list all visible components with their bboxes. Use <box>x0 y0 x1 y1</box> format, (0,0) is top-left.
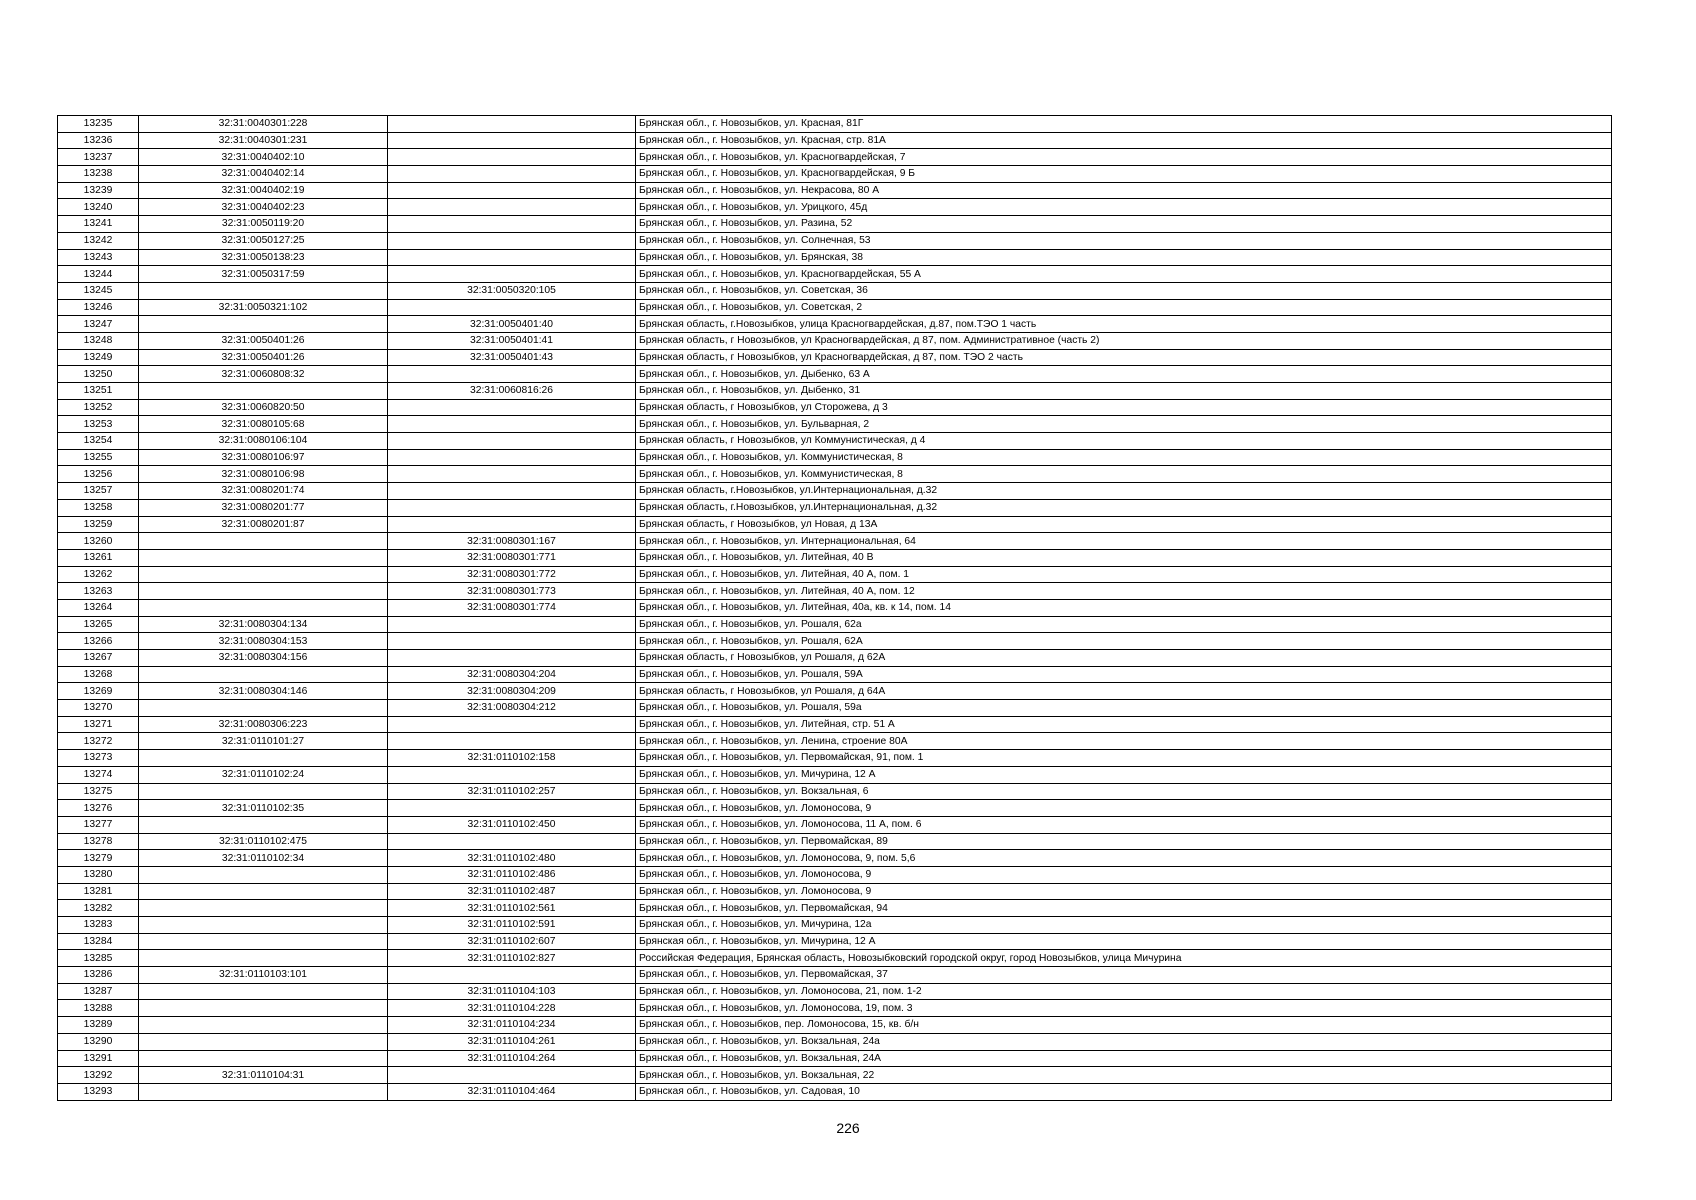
row-number-cell: 13279 <box>58 850 139 867</box>
cadastral-number-cell <box>139 1017 388 1034</box>
parent-cadastral-number-cell: 32:31:0080301:773 <box>388 583 636 600</box>
cadastral-number-cell <box>139 950 388 967</box>
table-row <box>58 633 1612 650</box>
parent-cadastral-number-cell: 32:31:0110102:591 <box>388 917 636 934</box>
cadastral-number-cell <box>139 666 388 683</box>
row-number-cell: 13247 <box>58 316 139 333</box>
address-cell: Брянская область, г Новозыбков, ул Красногвардейская, д 87, пом. ТЭО 2 часть <box>636 349 1612 366</box>
cadastral-number-cell: 32:31:0080106:104 <box>139 433 388 450</box>
address-cell: Брянская обл., г. Новозыбков, ул. Первомайская, 89 <box>636 833 1612 850</box>
row-number-cell: 13258 <box>58 499 139 516</box>
parent-cadastral-number-cell: 32:31:0060816:26 <box>388 383 636 400</box>
parent-cadastral-number-cell: 32:31:0080304:209 <box>388 683 636 700</box>
parent-cadastral-number-cell <box>388 132 636 149</box>
cadastral-number-cell: 32:31:0050321:102 <box>139 299 388 316</box>
address-cell: Брянская обл., г. Новозыбков, ул. Мичурина, 12 А <box>636 933 1612 950</box>
table-row <box>58 583 1612 600</box>
parent-cadastral-number-cell <box>388 199 636 216</box>
address-cell: Брянская обл., г. Новозыбков, ул. Ломоносова, 11 А, пом. 6 <box>636 816 1612 833</box>
cadastral-number-cell: 32:31:0080304:146 <box>139 683 388 700</box>
address-cell: Брянская обл., г. Новозыбков, ул. Литейная, 40 А, пом. 1 <box>636 566 1612 583</box>
address-cell: Брянская обл., г. Новозыбков, ул. Ломоносова, 19, пом. 3 <box>636 1000 1612 1017</box>
row-number-cell: 13273 <box>58 750 139 767</box>
cadastral-number-cell <box>139 1050 388 1067</box>
table-row <box>58 549 1612 566</box>
address-cell: Брянская область, г.Новозыбков, ул.Интернациональная, д.32 <box>636 483 1612 500</box>
table-row <box>58 1083 1612 1100</box>
address-cell: Брянская область, г Новозыбков, ул Рошаля, д 64А <box>636 683 1612 700</box>
table-row <box>58 983 1612 1000</box>
table-row <box>58 850 1612 867</box>
table-row <box>58 666 1612 683</box>
address-cell: Брянская обл., г. Новозыбков, ул. Ломоносова, 9 <box>636 800 1612 817</box>
address-cell: Брянская обл., г. Новозыбков, ул. Ломоносова, 9, пом. 5,6 <box>636 850 1612 867</box>
row-number-cell: 13290 <box>58 1033 139 1050</box>
row-number-cell: 13255 <box>58 449 139 466</box>
cadastral-number-cell: 32:31:0080106:97 <box>139 449 388 466</box>
row-number-cell: 13250 <box>58 366 139 383</box>
row-number-cell: 13293 <box>58 1083 139 1100</box>
table-row <box>58 816 1612 833</box>
cadastral-number-cell: 32:31:0050138:23 <box>139 249 388 266</box>
address-cell: Брянская обл., г. Новозыбков, ул. Садовая, 10 <box>636 1083 1612 1100</box>
cadastral-number-cell <box>139 533 388 550</box>
parent-cadastral-number-cell: 32:31:0050401:41 <box>388 332 636 349</box>
cadastral-number-cell: 32:31:0080304:156 <box>139 650 388 667</box>
parent-cadastral-number-cell: 32:31:0110104:228 <box>388 1000 636 1017</box>
cadastral-number-cell: 32:31:0040402:19 <box>139 182 388 199</box>
table-row <box>58 599 1612 616</box>
table-row <box>58 383 1612 400</box>
table-row <box>58 116 1612 133</box>
cadastral-number-cell <box>139 866 388 883</box>
table-row <box>58 132 1612 149</box>
parent-cadastral-number-cell: 32:31:0080301:774 <box>388 599 636 616</box>
row-number-cell: 13240 <box>58 199 139 216</box>
address-cell: Брянская обл., г. Новозыбков, ул. Разина, 52 <box>636 216 1612 233</box>
row-number-cell: 13269 <box>58 683 139 700</box>
row-number-cell: 13289 <box>58 1017 139 1034</box>
address-cell: Брянская обл., г. Новозыбков, ул. Вокзальная, 24а <box>636 1033 1612 1050</box>
row-number-cell: 13237 <box>58 149 139 166</box>
address-cell: Брянская область, г Новозыбков, ул Новая, д 13А <box>636 516 1612 533</box>
table-row <box>58 349 1612 366</box>
address-cell: Брянская обл., г. Новозыбков, ул. Советская, 2 <box>636 299 1612 316</box>
address-cell: Брянская обл., г. Новозыбков, ул. Рошаля, 62А <box>636 633 1612 650</box>
row-number-cell: 13262 <box>58 566 139 583</box>
cadastral-number-cell: 32:31:0050127:25 <box>139 232 388 249</box>
parent-cadastral-number-cell <box>388 216 636 233</box>
cadastral-number-cell <box>139 783 388 800</box>
parent-cadastral-number-cell <box>388 416 636 433</box>
parent-cadastral-number-cell: 32:31:0080301:771 <box>388 549 636 566</box>
address-cell: Брянская обл., г. Новозыбков, ул. Ленина, строение 80А <box>636 733 1612 750</box>
row-number-cell: 13272 <box>58 733 139 750</box>
cadastral-number-cell <box>139 549 388 566</box>
parent-cadastral-number-cell <box>388 449 636 466</box>
row-number-cell: 13264 <box>58 599 139 616</box>
table-row <box>58 716 1612 733</box>
address-cell: Брянская обл., г. Новозыбков, ул. Интернациональная, 64 <box>636 533 1612 550</box>
table-row <box>58 399 1612 416</box>
cadastral-number-cell: 32:31:0040301:231 <box>139 132 388 149</box>
table-row <box>58 933 1612 950</box>
cadastral-number-cell <box>139 1033 388 1050</box>
cadastral-number-cell <box>139 816 388 833</box>
cadastral-number-cell <box>139 599 388 616</box>
table-row <box>58 316 1612 333</box>
table-row <box>58 967 1612 984</box>
parent-cadastral-number-cell: 32:31:0110102:607 <box>388 933 636 950</box>
address-cell: Брянская обл., г. Новозыбков, ул. Рошаля, 59а <box>636 700 1612 717</box>
row-number-cell: 13278 <box>58 833 139 850</box>
parent-cadastral-number-cell: 32:31:0050320:105 <box>388 282 636 299</box>
parent-cadastral-number-cell: 32:31:0110102:158 <box>388 750 636 767</box>
parent-cadastral-number-cell <box>388 116 636 133</box>
row-number-cell: 13286 <box>58 967 139 984</box>
cadastral-number-cell <box>139 282 388 299</box>
row-number-cell: 13235 <box>58 116 139 133</box>
row-number-cell: 13243 <box>58 249 139 266</box>
address-cell: Брянская обл., г. Новозыбков, ул. Литейная, 40а, кв. к 14, пом. 14 <box>636 599 1612 616</box>
parent-cadastral-number-cell <box>388 716 636 733</box>
address-cell: Брянская обл., г. Новозыбков, ул. Литейная, 40 А, пом. 12 <box>636 583 1612 600</box>
cadastral-number-cell: 32:31:0080105:68 <box>139 416 388 433</box>
parent-cadastral-number-cell <box>388 249 636 266</box>
row-number-cell: 13238 <box>58 166 139 183</box>
address-cell: Брянская обл., г. Новозыбков, ул. Дыбенко, 31 <box>636 383 1612 400</box>
row-number-cell: 13257 <box>58 483 139 500</box>
row-number-cell: 13266 <box>58 633 139 650</box>
parent-cadastral-number-cell: 32:31:0110104:103 <box>388 983 636 1000</box>
cadastral-number-cell: 32:31:0080304:153 <box>139 633 388 650</box>
cadastral-number-cell <box>139 933 388 950</box>
cadastral-number-cell: 32:31:0050317:59 <box>139 266 388 283</box>
table-row <box>58 449 1612 466</box>
table-row <box>58 783 1612 800</box>
address-cell: Брянская обл., г. Новозыбков, ул. Первомайская, 94 <box>636 900 1612 917</box>
parent-cadastral-number-cell <box>388 299 636 316</box>
cadastral-number-cell: 32:31:0080201:87 <box>139 516 388 533</box>
parent-cadastral-number-cell: 32:31:0080304:204 <box>388 666 636 683</box>
table-row <box>58 950 1612 967</box>
parent-cadastral-number-cell <box>388 366 636 383</box>
cadastral-number-cell: 32:31:0110104:31 <box>139 1067 388 1084</box>
cadastral-number-cell <box>139 900 388 917</box>
row-number-cell: 13261 <box>58 549 139 566</box>
parent-cadastral-number-cell: 32:31:0110102:257 <box>388 783 636 800</box>
cadastral-number-cell: 32:31:0110102:34 <box>139 850 388 867</box>
cadastral-number-cell <box>139 917 388 934</box>
address-cell: Брянская обл., г. Новозыбков, ул. Красная, 81Г <box>636 116 1612 133</box>
parent-cadastral-number-cell <box>388 650 636 667</box>
cadastral-number-cell: 32:31:0050401:26 <box>139 349 388 366</box>
parent-cadastral-number-cell <box>388 833 636 850</box>
table-row <box>58 166 1612 183</box>
address-cell: Брянская обл., г. Новозыбков, ул. Мичурина, 12а <box>636 917 1612 934</box>
table-row <box>58 332 1612 349</box>
cadastral-number-cell: 32:31:0080201:74 <box>139 483 388 500</box>
table-row <box>58 650 1612 667</box>
table-row <box>58 499 1612 516</box>
table-row <box>58 750 1612 767</box>
address-cell: Брянская область, г Новозыбков, ул Сторожева, д 3 <box>636 399 1612 416</box>
table-row <box>58 483 1612 500</box>
address-cell: Брянская обл., г. Новозыбков, ул. Дыбенко, 63 А <box>636 366 1612 383</box>
cadastral-number-cell <box>139 750 388 767</box>
row-number-cell: 13245 <box>58 282 139 299</box>
cadastral-number-cell: 32:31:0110103:101 <box>139 967 388 984</box>
row-number-cell: 13277 <box>58 816 139 833</box>
table-row <box>58 182 1612 199</box>
address-cell: Брянская обл., г. Новозыбков, ул. Советская, 36 <box>636 282 1612 299</box>
address-cell: Брянская обл., г. Новозыбков, ул. Красногвардейская, 55 А <box>636 266 1612 283</box>
parent-cadastral-number-cell <box>388 800 636 817</box>
table-row <box>58 1000 1612 1017</box>
table-row <box>58 917 1612 934</box>
parent-cadastral-number-cell: 32:31:0080301:167 <box>388 533 636 550</box>
parent-cadastral-number-cell: 32:31:0110102:561 <box>388 900 636 917</box>
row-number-cell: 13251 <box>58 383 139 400</box>
parent-cadastral-number-cell <box>388 166 636 183</box>
parent-cadastral-number-cell <box>388 399 636 416</box>
parent-cadastral-number-cell <box>388 466 636 483</box>
table-row <box>58 232 1612 249</box>
row-number-cell: 13242 <box>58 232 139 249</box>
table-row <box>58 1067 1612 1084</box>
parent-cadastral-number-cell <box>388 483 636 500</box>
cadastral-number-cell <box>139 983 388 1000</box>
table-row <box>58 900 1612 917</box>
row-number-cell: 13280 <box>58 866 139 883</box>
row-number-cell: 13292 <box>58 1067 139 1084</box>
cadastral-number-cell <box>139 583 388 600</box>
cadastral-number-cell <box>139 383 388 400</box>
row-number-cell: 13291 <box>58 1050 139 1067</box>
address-cell: Брянская область, г.Новозыбков, улица Красногвардейская, д.87, пом.ТЭО 1 часть <box>636 316 1612 333</box>
row-number-cell: 13284 <box>58 933 139 950</box>
table-row <box>58 800 1612 817</box>
parent-cadastral-number-cell <box>388 149 636 166</box>
cadastral-number-cell: 32:31:0110102:35 <box>139 800 388 817</box>
cadastral-number-cell <box>139 700 388 717</box>
table-row <box>58 466 1612 483</box>
address-cell: Брянская обл., г. Новозыбков, пер. Ломоносова, 15, кв. б/н <box>636 1017 1612 1034</box>
row-number-cell: 13263 <box>58 583 139 600</box>
address-cell: Брянская обл., г. Новозыбков, ул. Солнечная, 53 <box>636 232 1612 249</box>
table-row <box>58 199 1612 216</box>
row-number-cell: 13239 <box>58 182 139 199</box>
address-cell: Брянская обл., г. Новозыбков, ул. Красногвардейская, 7 <box>636 149 1612 166</box>
table-row <box>58 266 1612 283</box>
parent-cadastral-number-cell: 32:31:0080301:772 <box>388 566 636 583</box>
address-cell: Брянская обл., г. Новозыбков, ул. Коммунистическая, 8 <box>636 466 1612 483</box>
address-cell: Брянская обл., г. Новозыбков, ул. Красногвардейская, 9 Б <box>636 166 1612 183</box>
row-number-cell: 13287 <box>58 983 139 1000</box>
table-row <box>58 433 1612 450</box>
parent-cadastral-number-cell: 32:31:0110104:464 <box>388 1083 636 1100</box>
table-row <box>58 683 1612 700</box>
parent-cadastral-number-cell: 32:31:0110102:480 <box>388 850 636 867</box>
address-cell: Брянская обл., г. Новозыбков, ул. Вокзальная, 24А <box>636 1050 1612 1067</box>
address-cell: Брянская обл., г. Новозыбков, ул. Вокзальная, 22 <box>636 1067 1612 1084</box>
address-cell: Брянская область, г Новозыбков, ул Коммунистическая, д 4 <box>636 433 1612 450</box>
address-cell: Брянская область, г Новозыбков, ул Рошаля, д 62А <box>636 650 1612 667</box>
row-number-cell: 13285 <box>58 950 139 967</box>
address-cell: Брянская обл., г. Новозыбков, ул. Мичурина, 12 А <box>636 766 1612 783</box>
table-row <box>58 566 1612 583</box>
row-number-cell: 13248 <box>58 332 139 349</box>
parent-cadastral-number-cell <box>388 633 636 650</box>
cadastral-number-cell: 32:31:0110102:475 <box>139 833 388 850</box>
cadastral-number-cell: 32:31:0040402:10 <box>139 149 388 166</box>
table-row <box>58 216 1612 233</box>
row-number-cell: 13265 <box>58 616 139 633</box>
parent-cadastral-number-cell: 32:31:0050401:40 <box>388 316 636 333</box>
address-cell: Брянская обл., г. Новозыбков, ул. Ломоносова, 9 <box>636 866 1612 883</box>
address-cell: Брянская обл., г. Новозыбков, ул. Ломоносова, 21, пом. 1-2 <box>636 983 1612 1000</box>
address-cell: Брянская область, г.Новозыбков, ул.Интернациональная, д.32 <box>636 499 1612 516</box>
address-cell: Брянская обл., г. Новозыбков, ул. Первомайская, 37 <box>636 967 1612 984</box>
cadastral-number-cell <box>139 1083 388 1100</box>
parent-cadastral-number-cell <box>388 766 636 783</box>
row-number-cell: 13288 <box>58 1000 139 1017</box>
table-row <box>58 700 1612 717</box>
address-cell: Брянская обл., г. Новозыбков, ул. Урицкого, 45д <box>636 199 1612 216</box>
address-cell: Брянская обл., г. Новозыбков, ул. Первомайская, 91, пом. 1 <box>636 750 1612 767</box>
cadastral-number-cell: 32:31:0060808:32 <box>139 366 388 383</box>
address-cell: Брянская обл., г. Новозыбков, ул. Рошаля, 62а <box>636 616 1612 633</box>
row-number-cell: 13246 <box>58 299 139 316</box>
row-number-cell: 13244 <box>58 266 139 283</box>
table-row <box>58 516 1612 533</box>
cadastral-number-cell <box>139 1000 388 1017</box>
parent-cadastral-number-cell <box>388 232 636 249</box>
address-cell: Брянская обл., г. Новозыбков, ул. Бульварная, 2 <box>636 416 1612 433</box>
parent-cadastral-number-cell <box>388 616 636 633</box>
parent-cadastral-number-cell: 32:31:0110102:827 <box>388 950 636 967</box>
parent-cadastral-number-cell: 32:31:0110104:234 <box>388 1017 636 1034</box>
table-row <box>58 833 1612 850</box>
table-row <box>58 766 1612 783</box>
parent-cadastral-number-cell: 32:31:0110102:487 <box>388 883 636 900</box>
row-number-cell: 13252 <box>58 399 139 416</box>
cadastral-number-cell: 32:31:0050119:20 <box>139 216 388 233</box>
address-cell: Брянская область, г Новозыбков, ул Красногвардейская, д 87, пом. Административное (часть 2) <box>636 332 1612 349</box>
cadastral-number-cell: 32:31:0080304:134 <box>139 616 388 633</box>
cadastral-number-cell: 32:31:0080306:223 <box>139 716 388 733</box>
row-number-cell: 13236 <box>58 132 139 149</box>
parent-cadastral-number-cell <box>388 1067 636 1084</box>
row-number-cell: 13249 <box>58 349 139 366</box>
table-row <box>58 149 1612 166</box>
parent-cadastral-number-cell: 32:31:0050401:43 <box>388 349 636 366</box>
page-number: 226 <box>836 1120 860 1136</box>
cadastral-number-cell: 32:31:0080106:98 <box>139 466 388 483</box>
cadastral-number-cell <box>139 566 388 583</box>
cadastral-number-cell <box>139 316 388 333</box>
address-cell: Брянская обл., г. Новозыбков, ул. Ломоносова, 9 <box>636 883 1612 900</box>
address-cell: Брянская обл., г. Новозыбков, ул. Брянская, 38 <box>636 249 1612 266</box>
address-cell: Брянская обл., г. Новозыбков, ул. Коммунистическая, 8 <box>636 449 1612 466</box>
parent-cadastral-number-cell: 32:31:0110102:486 <box>388 866 636 883</box>
address-cell: Брянская обл., г. Новозыбков, ул. Красная, стр. 81А <box>636 132 1612 149</box>
parent-cadastral-number-cell <box>388 967 636 984</box>
address-cell: Брянская обл., г. Новозыбков, ул. Вокзальная, 6 <box>636 783 1612 800</box>
table-row <box>58 616 1612 633</box>
parent-cadastral-number-cell: 32:31:0110104:261 <box>388 1033 636 1050</box>
parent-cadastral-number-cell <box>388 499 636 516</box>
parent-cadastral-number-cell: 32:31:0080304:212 <box>388 700 636 717</box>
row-number-cell: 13260 <box>58 533 139 550</box>
address-cell: Брянская обл., г. Новозыбков, ул. Литейная, стр. 51 А <box>636 716 1612 733</box>
row-number-cell: 13282 <box>58 900 139 917</box>
row-number-cell: 13256 <box>58 466 139 483</box>
cadastral-number-cell: 32:31:0110101:27 <box>139 733 388 750</box>
cadastral-number-cell: 32:31:0040301:228 <box>139 116 388 133</box>
address-cell: Брянская обл., г. Новозыбков, ул. Некрасова, 80 А <box>636 182 1612 199</box>
registry-table-body <box>58 116 1612 1101</box>
parent-cadastral-number-cell <box>388 266 636 283</box>
row-number-cell: 13271 <box>58 716 139 733</box>
parent-cadastral-number-cell <box>388 733 636 750</box>
row-number-cell: 13283 <box>58 917 139 934</box>
row-number-cell: 13254 <box>58 433 139 450</box>
table-row <box>58 282 1612 299</box>
row-number-cell: 13267 <box>58 650 139 667</box>
row-number-cell: 13276 <box>58 800 139 817</box>
table-row <box>58 733 1612 750</box>
table-row <box>58 1050 1612 1067</box>
parent-cadastral-number-cell <box>388 433 636 450</box>
row-number-cell: 13268 <box>58 666 139 683</box>
row-number-cell: 13274 <box>58 766 139 783</box>
cadastral-number-cell <box>139 883 388 900</box>
cadastral-number-cell: 32:31:0060820:50 <box>139 399 388 416</box>
parent-cadastral-number-cell <box>388 516 636 533</box>
parent-cadastral-number-cell: 32:31:0110104:264 <box>388 1050 636 1067</box>
cadastral-number-cell: 32:31:0040402:14 <box>139 166 388 183</box>
row-number-cell: 13241 <box>58 216 139 233</box>
table-row <box>58 866 1612 883</box>
registry-table <box>57 115 1612 1101</box>
parent-cadastral-number-cell: 32:31:0110102:450 <box>388 816 636 833</box>
row-number-cell: 13275 <box>58 783 139 800</box>
address-cell: Российская Федерация, Брянская область, Новозыбковский городской округ, город Новозыбков, улица Мичурина <box>636 950 1612 967</box>
table-row <box>58 416 1612 433</box>
row-number-cell: 13270 <box>58 700 139 717</box>
table-row <box>58 366 1612 383</box>
cadastral-number-cell: 32:31:0050401:26 <box>139 332 388 349</box>
parent-cadastral-number-cell <box>388 182 636 199</box>
table-row <box>58 533 1612 550</box>
cadastral-number-cell: 32:31:0080201:77 <box>139 499 388 516</box>
address-cell: Брянская обл., г. Новозыбков, ул. Литейная, 40 В <box>636 549 1612 566</box>
table-row <box>58 299 1612 316</box>
table-row <box>58 1033 1612 1050</box>
row-number-cell: 13259 <box>58 516 139 533</box>
row-number-cell: 13253 <box>58 416 139 433</box>
table-row <box>58 883 1612 900</box>
row-number-cell: 13281 <box>58 883 139 900</box>
cadastral-number-cell: 32:31:0040402:23 <box>139 199 388 216</box>
table-row <box>58 249 1612 266</box>
address-cell: Брянская обл., г. Новозыбков, ул. Рошаля, 59А <box>636 666 1612 683</box>
cadastral-number-cell: 32:31:0110102:24 <box>139 766 388 783</box>
table-row <box>58 1017 1612 1034</box>
